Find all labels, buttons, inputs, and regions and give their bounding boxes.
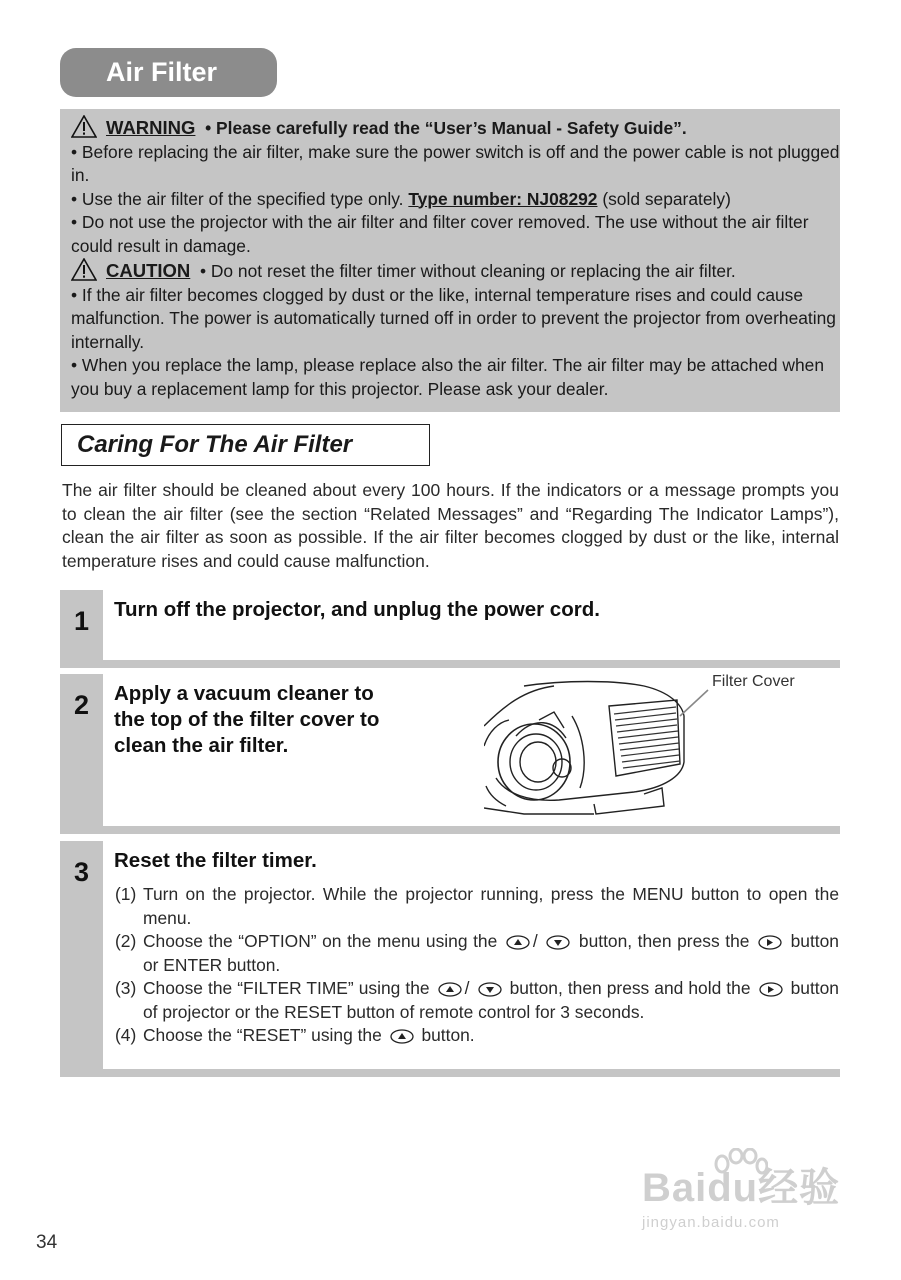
step-number: 3 xyxy=(73,857,90,887)
page-number: 34 xyxy=(36,1232,58,1253)
list-item: (2) Choose the “OPTION” on the menu using the / button, then press the button or ENTER button. xyxy=(115,931,839,975)
right-arrow-button-icon xyxy=(759,982,783,997)
up-arrow-button-icon xyxy=(438,982,462,997)
watermark-sub: jingyan.baidu.com xyxy=(642,1214,780,1231)
paw-icon xyxy=(712,1148,768,1188)
step-1 xyxy=(60,590,840,668)
down-arrow-button-icon xyxy=(478,982,502,997)
step-title: Turn off the projector, and unplug the power cord. xyxy=(114,598,600,621)
list-item: (4) Choose the “RESET” using the button. xyxy=(115,1025,475,1045)
intro-paragraph: The air filter should be cleaned about every 100 hours. If the indicators or a message prompts you to clean the air filter (see the section “Related Messages” and “Regarding The Indicator Lamps”), clean the air filter as soon as possible. If the air filter becomes clogged by dust or the like, internal temperature rises and could cause malfunction. xyxy=(62,480,839,571)
warning-line xyxy=(71,115,840,141)
warning-item: • Do not use the projector with the air filter and filter cover removed. The use without the air filter could result in damage. xyxy=(71,212,809,256)
figure-label-filter-cover: Filter Cover xyxy=(712,673,795,690)
page-title: Air Filter xyxy=(60,48,277,97)
step-2 xyxy=(60,674,840,834)
caution-triangle-icon xyxy=(71,258,97,281)
watermark-main: Baidu经验 xyxy=(642,1166,841,1210)
step-title: Apply a vacuum cleaner to the top of the filter cover to clean the air filter. xyxy=(114,682,380,757)
type-number: Type number: NJ08292 xyxy=(408,188,598,209)
step-3-instructions xyxy=(115,883,839,1048)
list-item: (3) Choose the “FILTER TIME” using the / button, then press and hold the button of projector or the RESET button of remote control for 3 seconds. xyxy=(115,978,839,1022)
caution-item: • When you replace the lamp, please replace also the air filter. The air filter may be attached when you buy a replacement lamp for this projector. Please ask your dealer. xyxy=(71,355,825,399)
caution-item: • If the air filter becomes clogged by dust or the like, internal temperature rises and could cause malfunction. The power is automatically turned off in order to prevent the projector from overheating internally. xyxy=(71,284,836,352)
down-arrow-button-icon xyxy=(546,935,570,950)
caution-label: CAUTION xyxy=(106,260,191,281)
warning-item-type: • Use the air filter of the specified type only. Type number: NJ08292 (sold separately) xyxy=(71,188,731,209)
step-number: 1 xyxy=(73,606,90,636)
warning-box xyxy=(60,109,840,412)
warning-label: WARNING xyxy=(106,117,196,138)
warning-head: • Please carefully read the “User’s Manual - Safety Guide”. xyxy=(205,118,687,138)
step-number: 2 xyxy=(73,690,90,720)
warning-item: • Before replacing the air filter, make sure the power switch is off and the power cable is not plugged in. xyxy=(71,141,840,185)
section-title: Caring For The Air Filter xyxy=(61,424,430,466)
right-arrow-button-icon xyxy=(758,935,782,950)
list-item: (1) Turn on the projector. While the projector running, press the MENU button to open the menu. xyxy=(115,884,839,928)
step-title: Reset the filter timer. xyxy=(114,849,317,872)
watermark xyxy=(642,1168,840,1231)
projector-illustration xyxy=(484,676,709,818)
caution-line xyxy=(71,258,840,284)
up-arrow-button-icon xyxy=(506,935,530,950)
caution-head: • Do not reset the filter timer without cleaning or replacing the air filter. xyxy=(199,261,736,281)
warning-triangle-icon xyxy=(71,115,97,138)
up-arrow-button-icon xyxy=(390,1029,414,1044)
